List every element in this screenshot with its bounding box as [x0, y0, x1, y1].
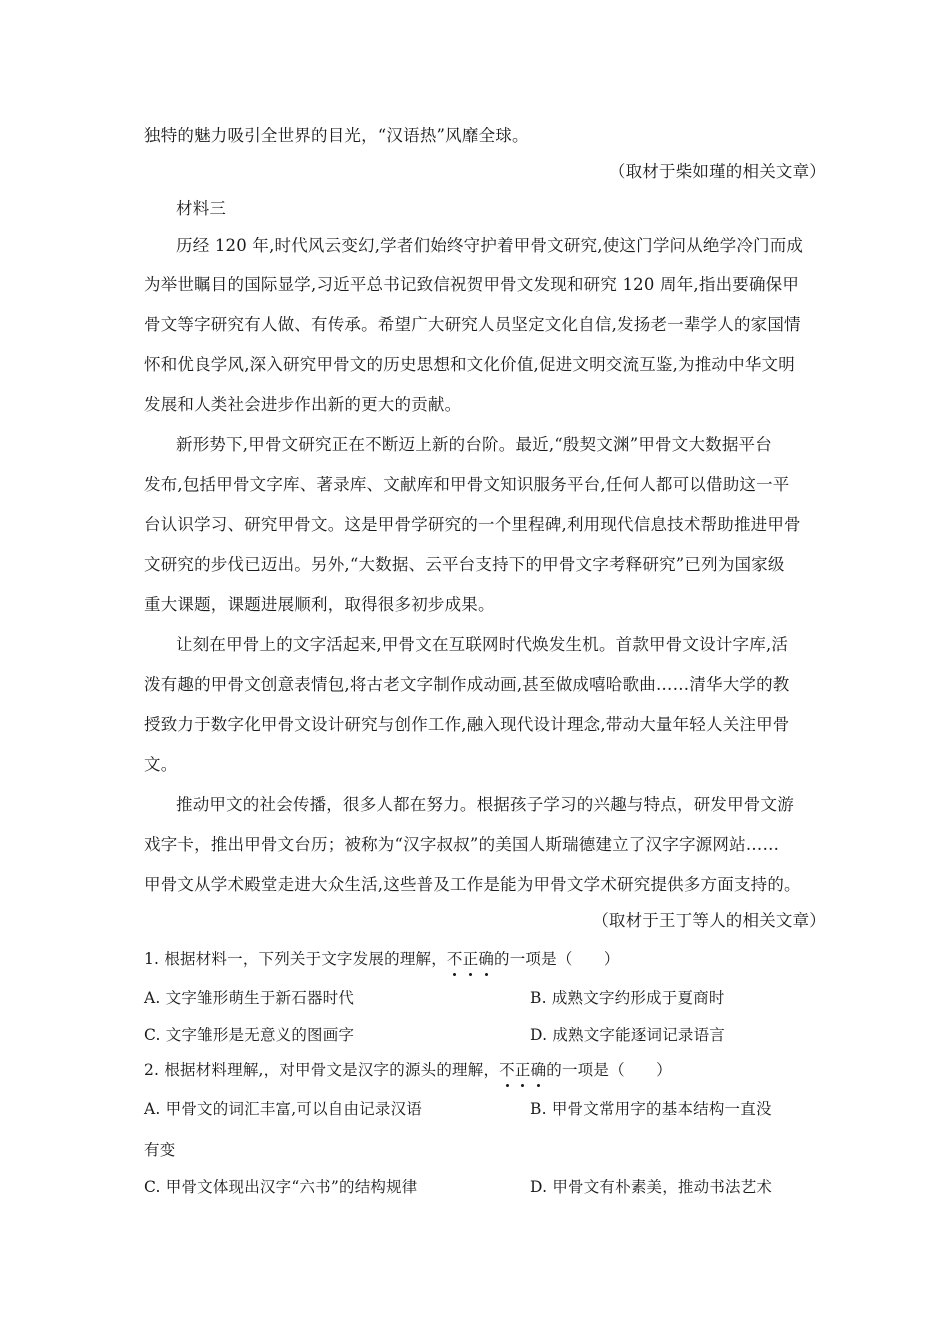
- option-d[interactable]: D. 成熟文字能逐词记录语言: [530, 1026, 726, 1044]
- paragraph-line: 怀和优良学风,深入研究甲骨文的历史思想和文化价值,促进文明交流互鉴,为推动中华文明: [144, 355, 795, 374]
- option-a[interactable]: A. 文字雏形萌生于新石器时代: [144, 989, 355, 1007]
- paragraph-line: 让刻在甲骨上的文字活起来,甲骨文在互联网时代焕发生机。首款甲骨文设计字库,活: [176, 635, 789, 654]
- question-stem-text: 2. 根据材料理解,，对甲骨文是汉字的源头的理解，: [144, 1061, 500, 1079]
- passage-line: 独特的魅力吸引全世界的目光，“汉语热”风靡全球。: [144, 126, 529, 145]
- section-heading: 材料三: [176, 199, 227, 218]
- paragraph-line: 泼有趣的甲骨文创意表情包,将古老文字制作成动画,甚至做成嘻哈歌曲……清华大学的教: [144, 675, 790, 694]
- paragraph-line: 新形势下,甲骨文研究正在不断迈上新的台阶。最近,“殷契文渊”甲骨文大数据平台: [176, 435, 772, 454]
- question-stem-text: 1. 根据材料一，下列关于文字发展的理解，: [144, 950, 447, 968]
- source-citation: （取材于柴如瑾的相关文章）: [608, 162, 826, 181]
- option-a[interactable]: A. 甲骨文的词汇丰富,可以自由记录汉语: [144, 1100, 422, 1118]
- paragraph-line: 发布,包括甲骨文字库、著录库、文献库和甲骨文知识服务平台,任何人都可以借助这一平: [144, 475, 790, 494]
- paragraph-line: 台认识学习、研究甲骨文。这是甲骨学研究的一个里程碑,利用现代信息技术帮助推进甲骨: [144, 515, 801, 534]
- paragraph-line: 授致力于数字化甲骨文设计研究与创作工作,融入现代设计理念,带动大量年轻人关注甲骨: [144, 715, 790, 734]
- question-stem-text: 的一项是（ ）: [546, 1061, 672, 1079]
- option-b-continued: 有变: [144, 1141, 176, 1159]
- emphasis-char: 确: [530, 1061, 547, 1079]
- paragraph-line: 骨文等字研究有人做、有传承。希望广大研究人员坚定文化自信,发扬老一辈学人的家国情: [144, 315, 801, 334]
- option-c[interactable]: C. 文字雏形是无意义的图画字: [144, 1026, 355, 1044]
- paragraph-line: 为举世瞩目的国际显学,习近平总书记致信祝贺甲骨文发现和研究 120 周年,指出要确保甲: [144, 275, 800, 294]
- option-c[interactable]: C. 甲骨文体现出汉字“六书”的结构规律: [144, 1178, 418, 1196]
- option-d[interactable]: D. 甲骨文有朴素美，推动书法艺术: [530, 1178, 773, 1196]
- option-b[interactable]: B. 甲骨文常用字的基本结构一直没: [530, 1100, 772, 1118]
- emphasis-char: 不: [446, 950, 463, 968]
- emphasis-char: 确: [478, 950, 495, 968]
- paragraph-line: 重大课题，课题进展顺利，取得很多初步成果。: [144, 595, 495, 614]
- source-citation: （取材于王丁等人的相关文章）: [592, 911, 826, 930]
- paragraph-line: 历经 120 年,时代风云变幻,学者们始终守护着甲骨文研究,使这门学问从绝学冷门而成: [176, 236, 804, 255]
- emphasis-char: 不: [499, 1061, 515, 1079]
- paragraph-line: 文。: [144, 755, 178, 774]
- question-stem: [144, 948, 620, 970]
- paragraph-line: 发展和人类社会进步作出新的更大的贡献。: [144, 395, 462, 414]
- paragraph-line: 甲骨文从学术殿堂走进大众生活,这些普及工作是能为甲骨文学术研究提供多方面支持的。: [144, 875, 801, 894]
- question-stem: [144, 1059, 672, 1081]
- paragraph-line: 戏字卡，推出甲骨文台历；被称为“汉字叔叔”的美国人斯瑞德建立了汉字字源网站……: [144, 835, 780, 854]
- question-stem-text: 的一项是（ ）: [494, 950, 620, 968]
- option-b[interactable]: B. 成熟文字约形成于夏商时: [530, 989, 725, 1007]
- paragraph-line: 推动甲文的社会传播，很多人都在努力。根据孩子学习的兴趣与特点，研发甲骨文游: [176, 795, 794, 814]
- emphasis-char: 正: [462, 950, 479, 968]
- emphasis-char: 正: [514, 1061, 531, 1079]
- paragraph-line: 文研究的步伐已迈出。另外,“大数据、云平台支持下的甲骨文字考释研究”已列为国家级: [144, 555, 785, 574]
